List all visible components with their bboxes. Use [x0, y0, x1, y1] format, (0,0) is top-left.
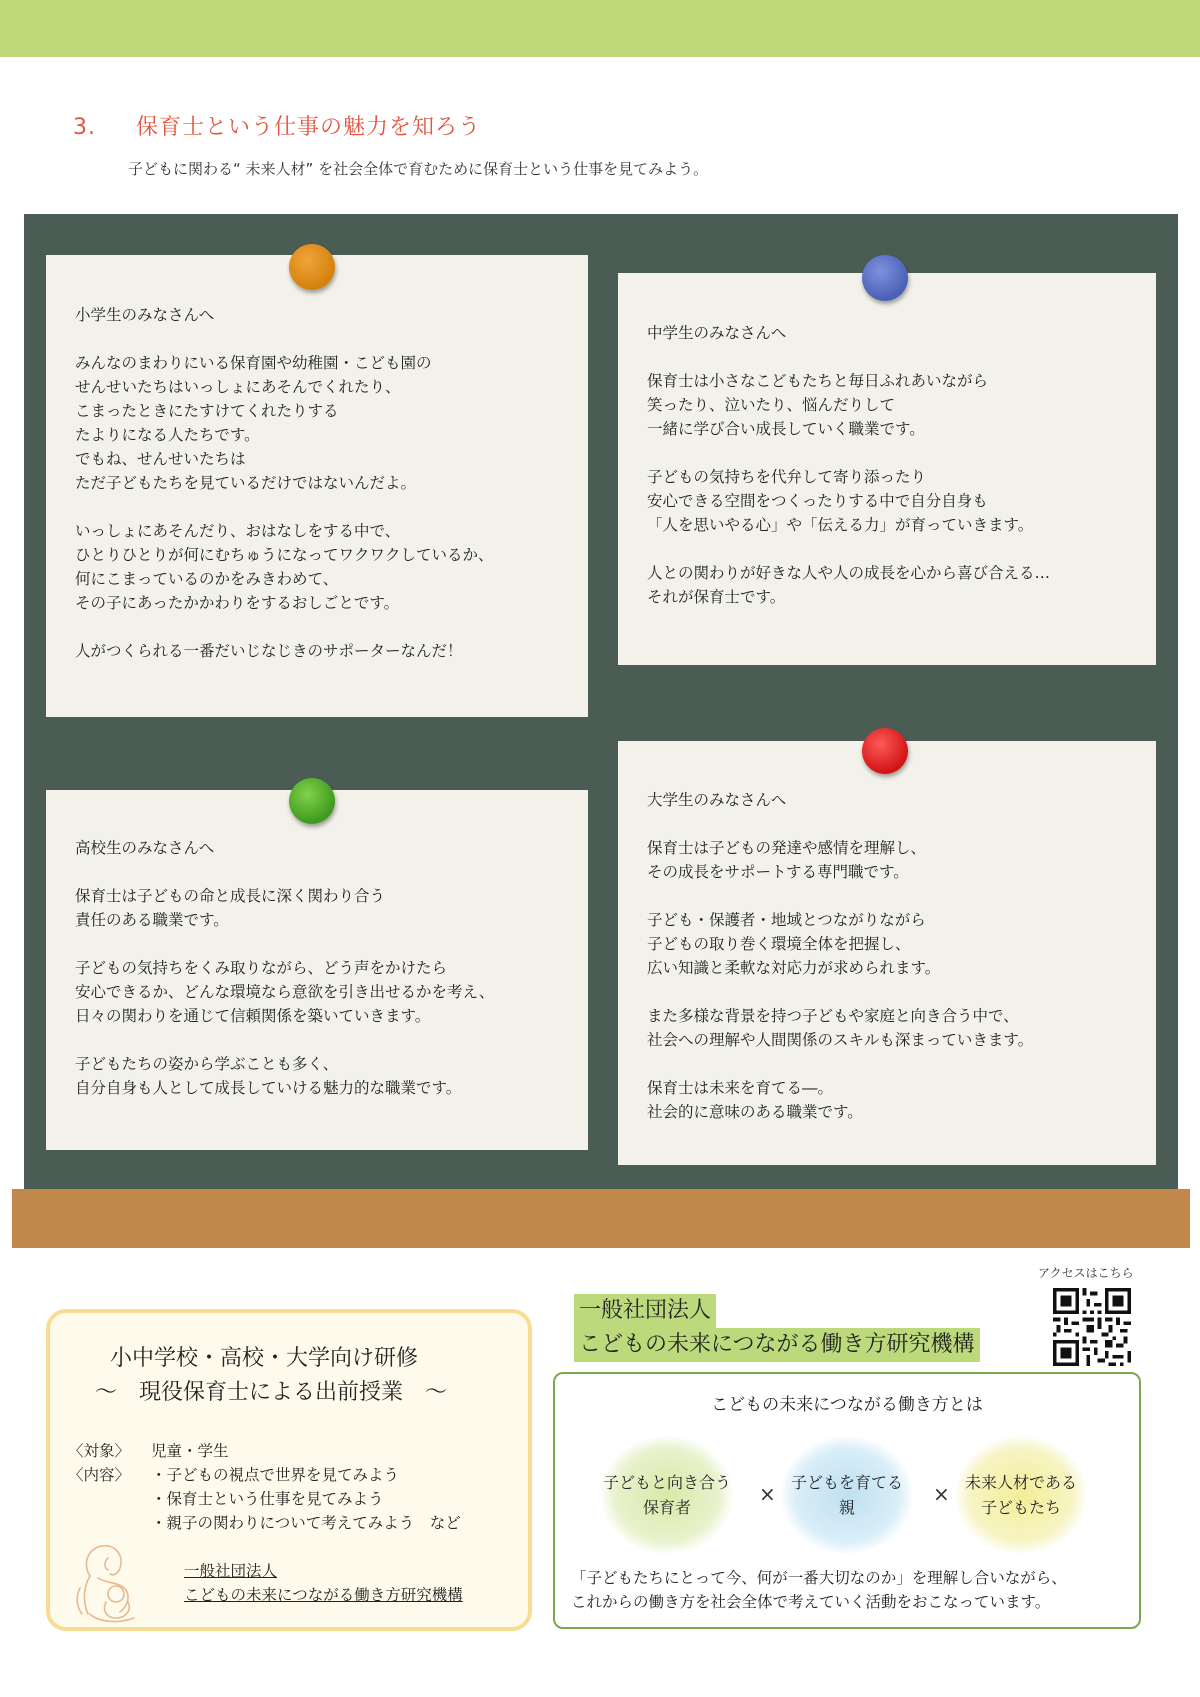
section-title-text: 保育士という仕事の魅力を知ろう: [136, 115, 482, 140]
concept-footer-line: 「子どもたちにとって今、何が一番大切なのか」を理解し合いながら、: [571, 1569, 1067, 1587]
note-line: 子どもたちの姿から学ぶことも多く、: [75, 1055, 339, 1073]
note-line: 何にこまっているのかをみきわめて、: [75, 570, 339, 588]
note-line: それが保育士です。: [647, 588, 786, 606]
concept-item-line: 未来人材である: [964, 1473, 1077, 1492]
concept-item-caregiver: [601, 1436, 733, 1554]
qr-code-icon[interactable]: [1053, 1288, 1131, 1366]
note-line: 保育士は小さなこどもたちと毎日ふれあいながら: [647, 372, 989, 390]
qr-access-label: アクセスはこちら: [1038, 1266, 1134, 1280]
note-line: 子どもの取り巻く環境全体を把握し、: [647, 935, 911, 953]
top-banner-bar: [0, 0, 1200, 57]
organization-name: [574, 1294, 980, 1362]
note-line: 保育士は子どもの命と成長に深く関わり合う: [75, 887, 386, 905]
note-paragraph: [647, 1004, 1156, 1052]
note-line: 子どもの気持ちをくみ取りながら、どう声をかけたら: [75, 959, 448, 977]
org-name-line2: こどもの未来につながる働き方研究機構: [574, 1328, 980, 1362]
note-high-school: [46, 790, 588, 1150]
promo-content-item: ・親子の関わりについて考えてみよう など: [151, 1514, 461, 1532]
note-line: 「人を思いやる心」や「伝える力」が育っていきます。: [647, 516, 1034, 534]
note-paragraph: [75, 884, 588, 932]
concept-item-line: 子どもを育てる: [790, 1473, 903, 1492]
note-paragraph: [75, 1052, 588, 1100]
note-heading: 大学生のみなさんへ: [647, 791, 787, 809]
note-line: 社会的に意味のある職業です。: [647, 1103, 863, 1121]
concept-item-parent: [781, 1436, 913, 1554]
promo-target-value: 児童・学生: [151, 1442, 229, 1460]
note-line: 保育士は未来を育てる―。: [647, 1079, 834, 1097]
note-line: 安心できる空間をつくったりする中で自分自身も: [647, 492, 988, 510]
promo-content-label: 〈内容〉: [68, 1466, 131, 1484]
note-line: でもね、せんせいたちは: [75, 450, 246, 468]
promo-org-line: 一般社団法人: [184, 1562, 278, 1580]
promo-org-line: こどもの未来につながる働き方研究機構: [184, 1586, 463, 1604]
note-paragraph: [75, 519, 588, 615]
note-line: 子ども・保護者・地域とつながりながら: [647, 911, 926, 929]
section-title: [73, 110, 481, 141]
pushpin-green-icon: [289, 778, 335, 824]
promo-title: 小中学校・高校・大学向け研修: [110, 1346, 419, 1371]
concept-item-line: 子どもと向き合う: [602, 1473, 731, 1492]
promo-org-link[interactable]: [184, 1559, 463, 1607]
note-line: 子どもの気持ちを代弁して寄り添ったり: [647, 468, 927, 486]
note-line: みんなのまわりにいる保育園や幼稚園・こども園の: [75, 354, 432, 372]
outreach-program-box: [46, 1309, 532, 1631]
promo-content-item: ・保育士という仕事を見てみよう: [151, 1490, 384, 1508]
note-paragraph: [75, 639, 588, 663]
pushpin-red-icon: [862, 728, 908, 774]
note-line: 人がつくられる一番だいじなじきのサポーターなんだ！: [75, 642, 463, 660]
section-subtitle: 子どもに関わる“ 未来人材” を社会全体で育むために保育士という仕事を見てみよう。: [128, 160, 709, 178]
note-line: ただ子どもたちを見ているだけではないんだよ。: [75, 474, 417, 492]
note-line: その成長をサポートする専門職です。: [647, 863, 909, 881]
concept-box: [553, 1372, 1141, 1629]
concept-title: こどもの未来につながる働き方とは: [711, 1395, 983, 1415]
concept-item-line: 親: [838, 1498, 855, 1517]
concept-item-line: 子どもたち: [980, 1498, 1061, 1517]
note-line: 保育士は子どもの発達や感情を理解し、: [647, 839, 927, 857]
note-heading: 高校生のみなさんへ: [75, 839, 215, 857]
times-sign: ×: [759, 1482, 776, 1506]
board-shelf: [12, 1189, 1190, 1248]
note-paragraph: [75, 956, 588, 1028]
note-line: 広い知識と柔軟な対応力が求められます。: [647, 959, 941, 977]
concept-item-line: 保育者: [642, 1498, 691, 1517]
note-line: ひとりひとりが何にむちゅうになってワクワクしているか、: [75, 546, 494, 564]
times-sign: ×: [933, 1482, 950, 1506]
promo-content-item: ・子どもの視点で世界を見てみよう: [151, 1466, 400, 1484]
note-line: 責任のある職業です。: [75, 911, 229, 929]
note-paragraph: [647, 1076, 1156, 1124]
note-paragraph: [647, 369, 1156, 441]
note-line: 社会への理解や人間関係のスキルも深まっていきます。: [647, 1031, 1034, 1049]
note-line: その子にあったかかわりをするおしごとです。: [75, 594, 400, 612]
promo-subtitle: ～ 現役保育士による出前授業 ～: [95, 1380, 448, 1405]
note-line: こまったときにたすけてくれたりする: [75, 402, 339, 420]
pushpin-blue-icon: [862, 255, 908, 301]
note-line: 日々の関わりを通じて信頼関係を築いていきます。: [75, 1007, 431, 1025]
org-name-line1: 一般社団法人: [574, 1294, 716, 1328]
note-line: 一緒に学び合い成長していく職業です。: [647, 420, 925, 438]
note-line: 安心できるか、どんな環境なら意欲を引き出せるかを考え、: [75, 983, 495, 1001]
note-line: また多様な背景を持つ子どもや家庭と向き合う中で、: [647, 1007, 1019, 1025]
note-heading: 中学生のみなさんへ: [647, 324, 787, 342]
concept-footer: [571, 1566, 1067, 1614]
note-paragraph: [647, 465, 1156, 537]
note-line: たよりになる人たちです。: [75, 426, 260, 444]
note-line: 笑ったり、泣いたり、悩んだりして: [647, 396, 896, 414]
note-paragraph: [647, 561, 1156, 609]
note-line: 自分自身も人として成長していける魅力的な職業です。: [75, 1079, 462, 1097]
note-paragraph: [75, 351, 588, 495]
note-line: いっしょにあそんだり、おはなしをする中で、: [75, 522, 401, 540]
mother-child-icon: [68, 1538, 158, 1626]
note-heading: 小学生のみなさんへ: [75, 306, 215, 324]
note-university: [618, 741, 1156, 1165]
section-number: 3.: [73, 115, 96, 140]
note-line: 人との関わりが好きな人や人の成長を心から喜び合える…: [647, 564, 1051, 582]
note-elementary: [46, 255, 588, 717]
pushpin-orange-icon: [289, 244, 335, 290]
concept-footer-line: これからの働き方を社会全体で考えていく活動をおこなっています。: [571, 1593, 1051, 1611]
concept-item-children: [955, 1436, 1087, 1554]
note-line: せんせいたちはいっしょにあそんでくれたり、: [75, 378, 401, 396]
note-paragraph: [647, 836, 1156, 884]
note-paragraph: [647, 908, 1156, 980]
note-junior-high: [618, 273, 1156, 665]
promo-target-label: 〈対象〉: [68, 1442, 131, 1460]
